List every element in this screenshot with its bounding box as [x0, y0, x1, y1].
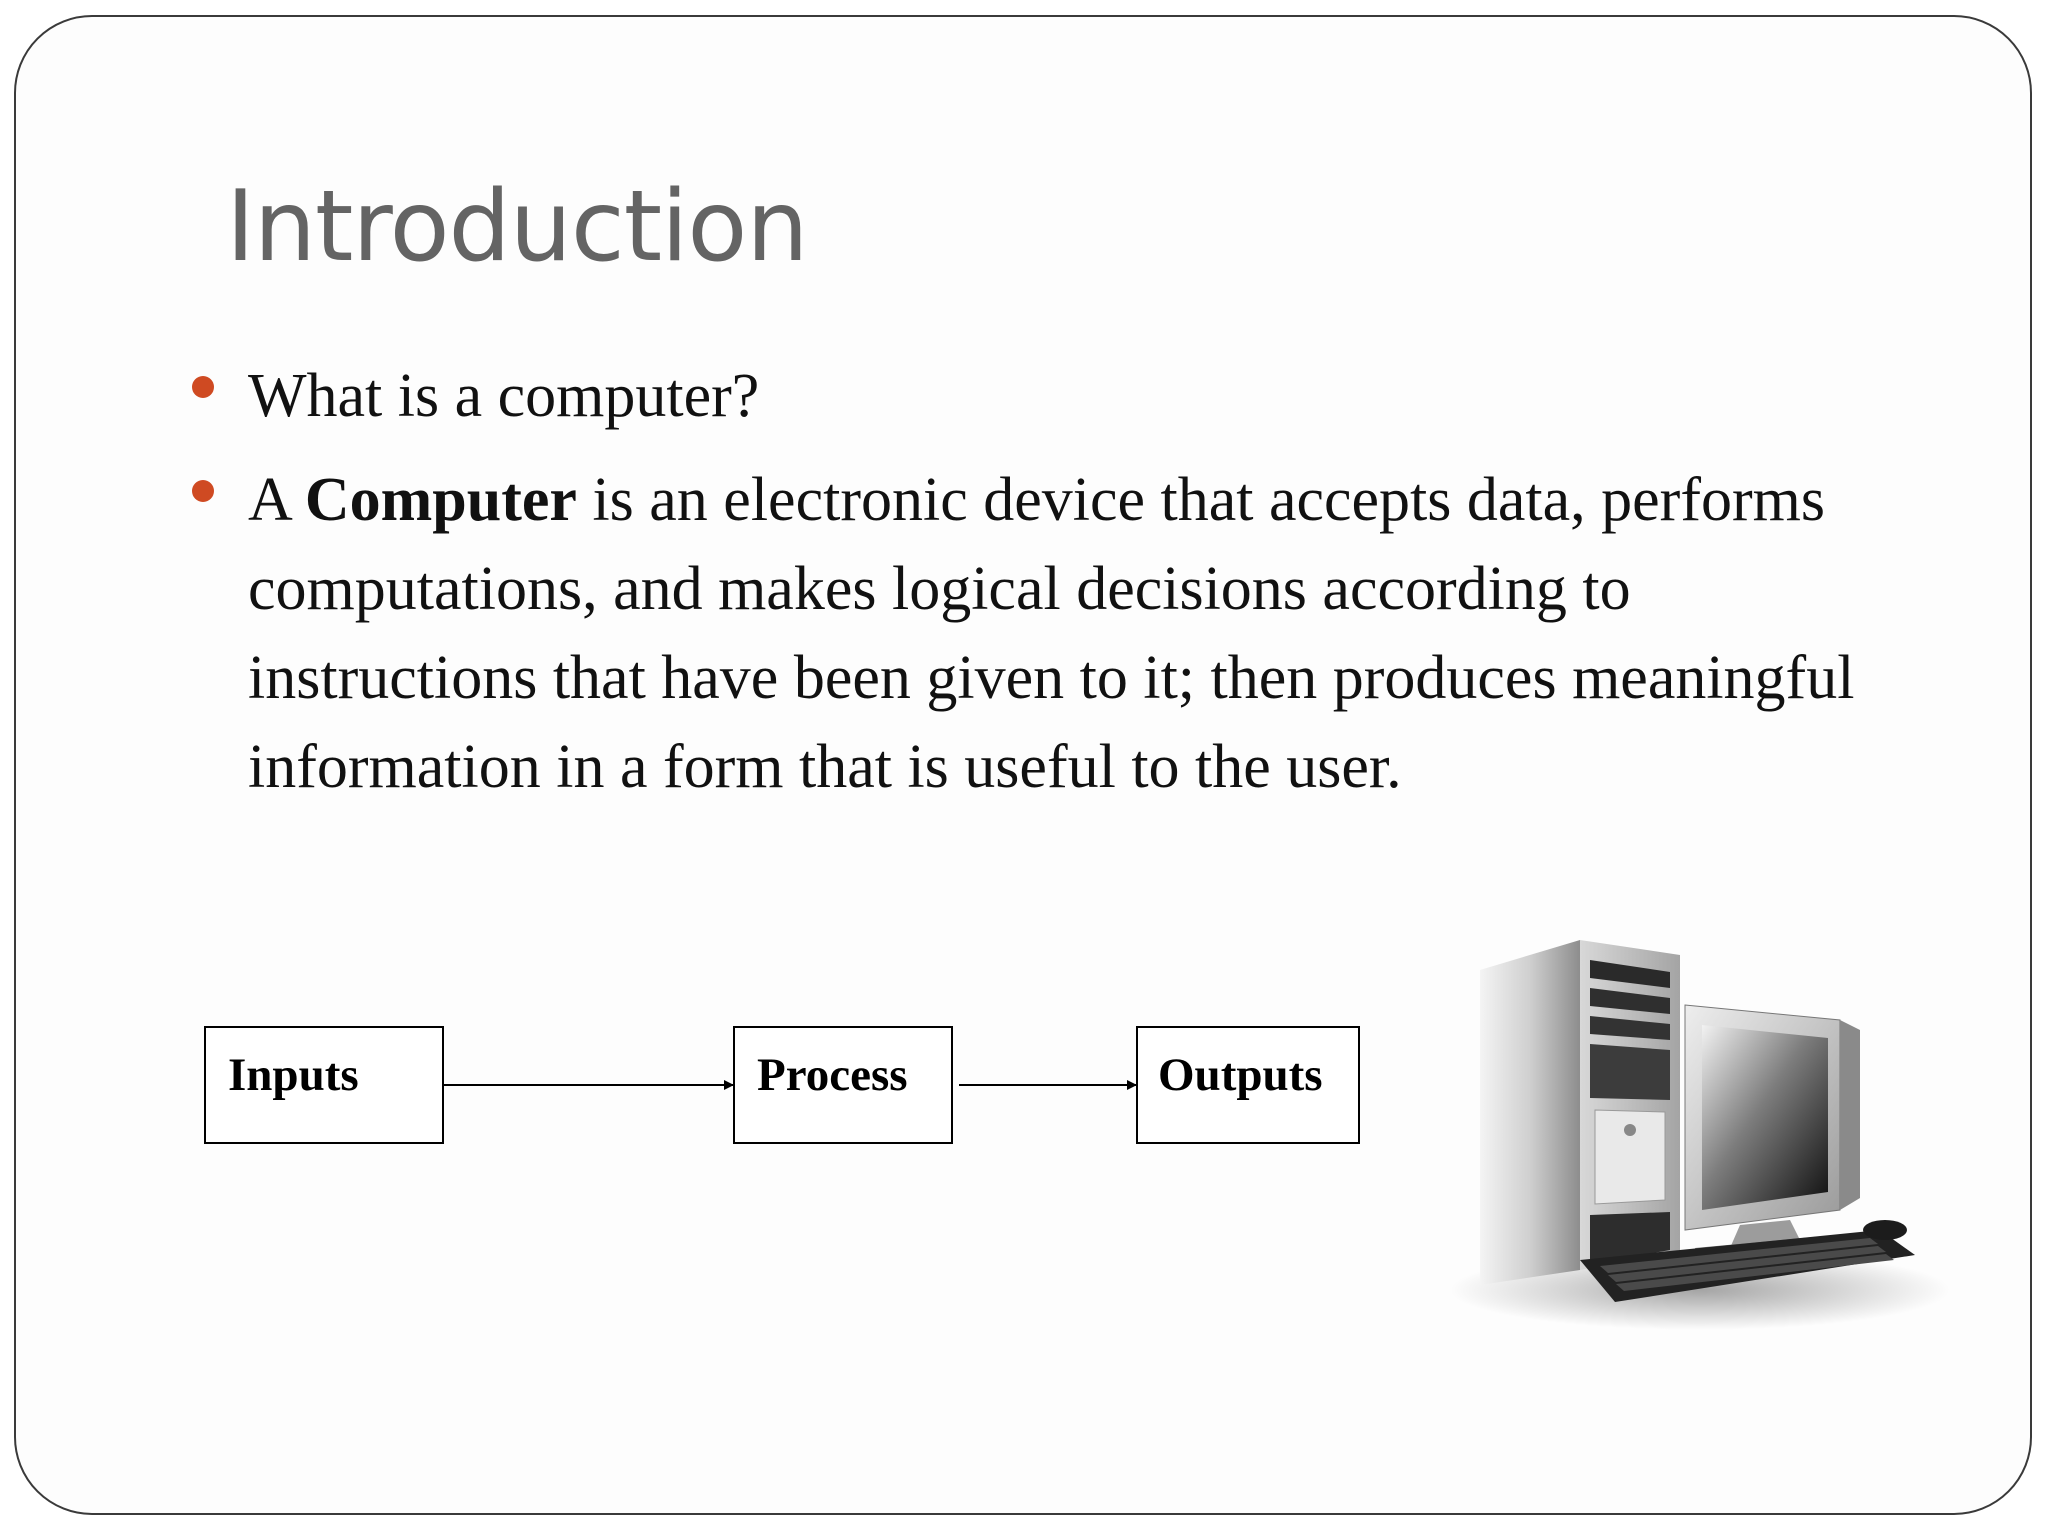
bullet-text-prefix: A	[248, 466, 305, 534]
bullet-text-bold: Computer	[304, 466, 577, 534]
slide-title: Introduction	[226, 170, 808, 284]
diagram-node-inputs: Inputs	[204, 1026, 444, 1144]
bullet-list	[188, 352, 1888, 812]
bullet-item	[188, 456, 1888, 812]
bullet-text-rest: is an electronic device that accepts data, performs computations, and makes logical decisions according to instructions that have been given to it; then produces meaningful information in a form that is useful to the user.	[248, 466, 1855, 801]
bullet-text: What is a computer?	[248, 362, 760, 430]
desktop-computer-icon	[1440, 930, 1960, 1350]
bullet-item	[188, 352, 1888, 441]
bullet-dot-icon	[192, 480, 214, 502]
diagram-node-process: Process	[733, 1026, 953, 1144]
bullet-dot-icon	[192, 376, 214, 398]
diagram-node-outputs: Outputs	[1136, 1026, 1360, 1144]
